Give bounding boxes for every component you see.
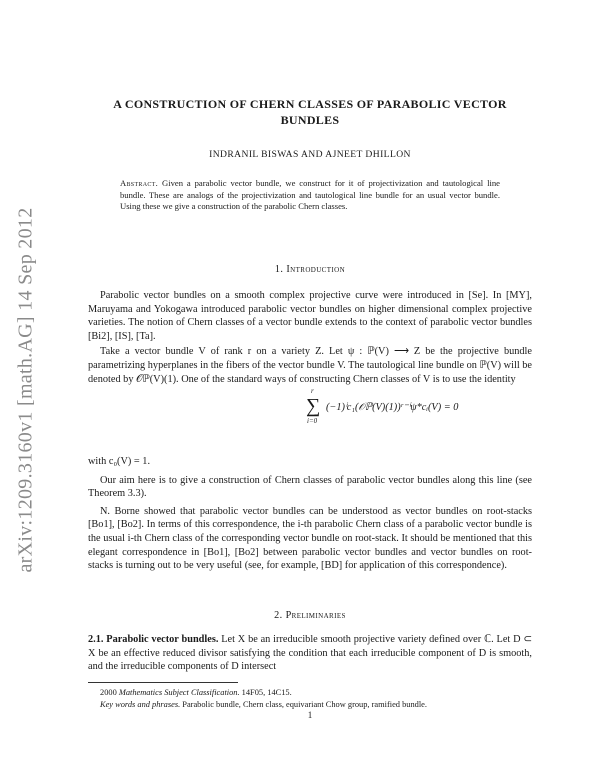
chern-identity-equation <box>88 387 532 430</box>
sum-upper-limit: r <box>311 387 314 395</box>
intro-paragraph-4: Our aim here is to give a construction of Chern classes of parabolic vector bundles along this line (see Theorem 3.3). <box>88 474 532 500</box>
section-2-number: 2. <box>274 610 283 621</box>
footnote-msc <box>88 687 532 698</box>
keywords-label: Key words and phrases. <box>100 700 181 709</box>
section-2-heading <box>88 610 532 621</box>
keywords-text: Parabolic bundle, Chern class, equivariant Chow group, ramified bundle. <box>182 700 427 709</box>
abstract <box>120 178 500 213</box>
intro-paragraph-3: with c₀(V) = 1. <box>88 456 151 467</box>
subsection-2-1-paragraph <box>88 633 532 674</box>
subsection-2-1-text: Let X be an irreducible smooth projective variety defined over ℂ. Let D ⊂ X be an effective reduced divisor satisfying the condition that each irreducible component of D is smooth, and the irreducible components of D intersect <box>88 634 532 673</box>
sigma-glyph: ∑ <box>306 395 321 417</box>
abstract-text: Given a parabolic vector bundle, we construct for it of projectivization and tautological line bundle. These are analogs of the projectivization and tautological line bundle for an usual vector bundle. Using these we give a construction of the parabolic Chern classes. <box>120 178 500 211</box>
subsection-2-1-number: 2.1. <box>88 634 104 645</box>
msc-year: 2000 <box>100 688 117 697</box>
footnote-keywords <box>88 699 532 710</box>
msc-codes: 14F05, 14C15. <box>241 688 292 697</box>
section-1-part-b <box>88 455 532 573</box>
msc-label: Mathematics Subject Classification. <box>118 688 240 697</box>
paper-authors: INDRANIL BISWAS AND AJNEET DHILLON <box>209 149 411 160</box>
arxiv-sidebar-stamp <box>12 180 40 600</box>
title-line-1: A CONSTRUCTION OF CHERN CLASSES OF PARABOLIC VECTOR <box>113 97 507 111</box>
section-1-heading <box>88 264 532 275</box>
section-2-body <box>88 633 532 674</box>
sum-lower-limit: i=0 <box>307 417 318 425</box>
equation-body: (−1)ⁱc₁(𝒪ℙ(V)(1))ʳ⁻ⁱψ*cᵢ(V) = 0 <box>326 402 459 413</box>
subsection-2-1-title: Parabolic vector bundles. <box>106 634 219 645</box>
section-1-part-a <box>88 289 532 386</box>
section-1-title: Introduction <box>286 264 346 275</box>
intro-paragraph-2: Take a vector bundle V of rank r on a variety Z. Let ψ : ℙ(V) ⟶ Z be the projective bundle parametrizing hyperplanes in the fibers of the vector bundle V. The tautological line bundle on ℙ(V) will be denoted by 𝒪ℙ(V)(1). One of the standard ways of constructing Chern classes of V is to use the identity <box>88 346 532 385</box>
footnote-rule <box>88 682 238 683</box>
intro-paragraph-1: Parabolic vector bundles on a smooth complex projective curve were introduced in [Se]. In [MY], Maruyama and Yokogawa introduced parabolic vector bundles on higher dimensional complex projective varieties. The notion of Chern classes of a vector bundle extends to the context of parabolic vector bundles [Bi2], [IS], [Ta]. <box>88 290 532 342</box>
page-number: 1 <box>307 710 313 720</box>
abstract-label: Abstract. <box>120 178 159 188</box>
section-1-number: 1. <box>274 264 284 275</box>
title-line-2: BUNDLES <box>280 113 340 127</box>
intro-paragraph-5: N. Borne showed that parabolic vector bundles can be understood as vector bundles on root-stacks [Bo1], [Bo2]. In terms of this correspondence, the i-th parabolic Chern class of a parabolic vector bundle is the usual i-th Chern class of the corresponding vector bundle on root-stack. It should be mentioned that this elegant correspondence in [Bo1], [Bo2] between parabolic vector bundles and vector bundles on root-stacks is turning out to be very useful (see, for example, [BD] for application of this correspondence). <box>88 505 532 572</box>
summation-symbol <box>306 387 322 430</box>
section-2-title: Preliminaries <box>285 610 346 621</box>
paper-title <box>80 96 540 128</box>
arxiv-identifier: arXiv:1209.3160v1 [math.AG] 14 Sep 2012 <box>14 207 37 573</box>
